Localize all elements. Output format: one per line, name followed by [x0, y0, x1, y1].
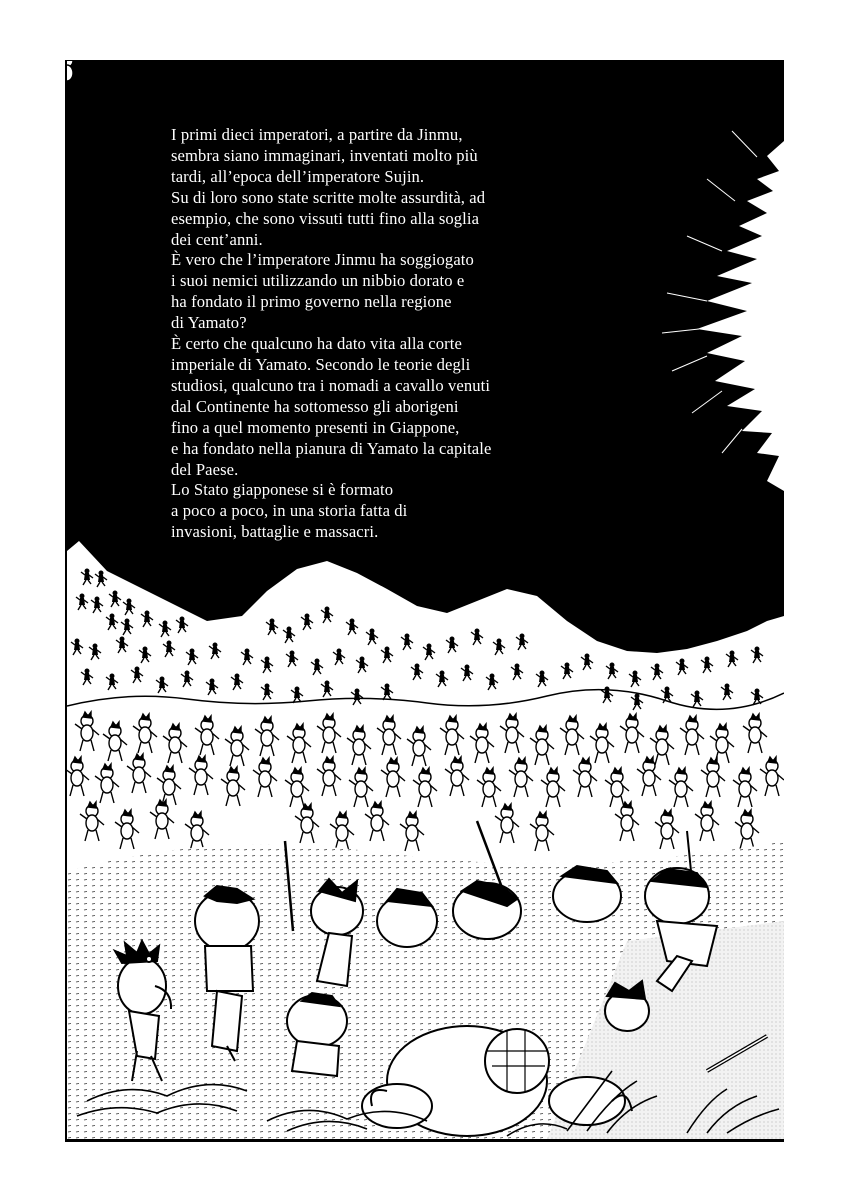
caption-line: Su di loro sono state scritte molte assurdità, ad	[171, 187, 486, 207]
caption-line: del Paese.	[171, 459, 239, 479]
warrior-crouch	[287, 993, 347, 1076]
caption-line: dei cent’anni.	[171, 229, 263, 249]
caption-line: dal Continente ha sottomesso gli aborigeni	[171, 396, 459, 416]
caption-line: fino a quel momento presenti in Giappone,	[171, 417, 460, 437]
caption-line: studiosi, qualcuno tra i nomadi a cavallo venuti	[171, 375, 491, 395]
narration-caption	[171, 125, 551, 543]
caption-line: ha fondato il primo governo nella regione	[171, 292, 452, 312]
caption-line: e ha fondato nella pianura di Yamato la capitale	[171, 438, 492, 458]
caption-line: di Yamato?	[171, 313, 247, 333]
caption-line: i suoi nemici utilizzando un nibbio dorato e	[171, 271, 465, 291]
caption-line: imperiale di Yamato. Secondo le teorie degli	[171, 354, 471, 374]
caption-line: È certo che qualcuno ha dato vita alla corte	[171, 334, 462, 354]
caption-line: a poco a poco, in una storia fatta di	[171, 501, 408, 521]
caption-line: sembra siano immaginari, inventati molto più	[171, 145, 478, 165]
caption-line: È vero che l’imperatore Jinmu ha soggiogato	[171, 250, 474, 270]
caption-line: esempio, che sono vissuti tutti fino alla soglia	[171, 208, 480, 228]
caption-line: invasioni, battaglie e massacri.	[171, 522, 379, 542]
caption-line: tardi, all’epoca dell’imperatore Sujin.	[171, 166, 425, 186]
caption-line: Lo Stato giapponese si è formato	[171, 480, 394, 500]
comic-panel	[65, 60, 784, 1142]
caption-line: I primi dieci imperatori, a partire da Jinmu,	[171, 125, 463, 144]
